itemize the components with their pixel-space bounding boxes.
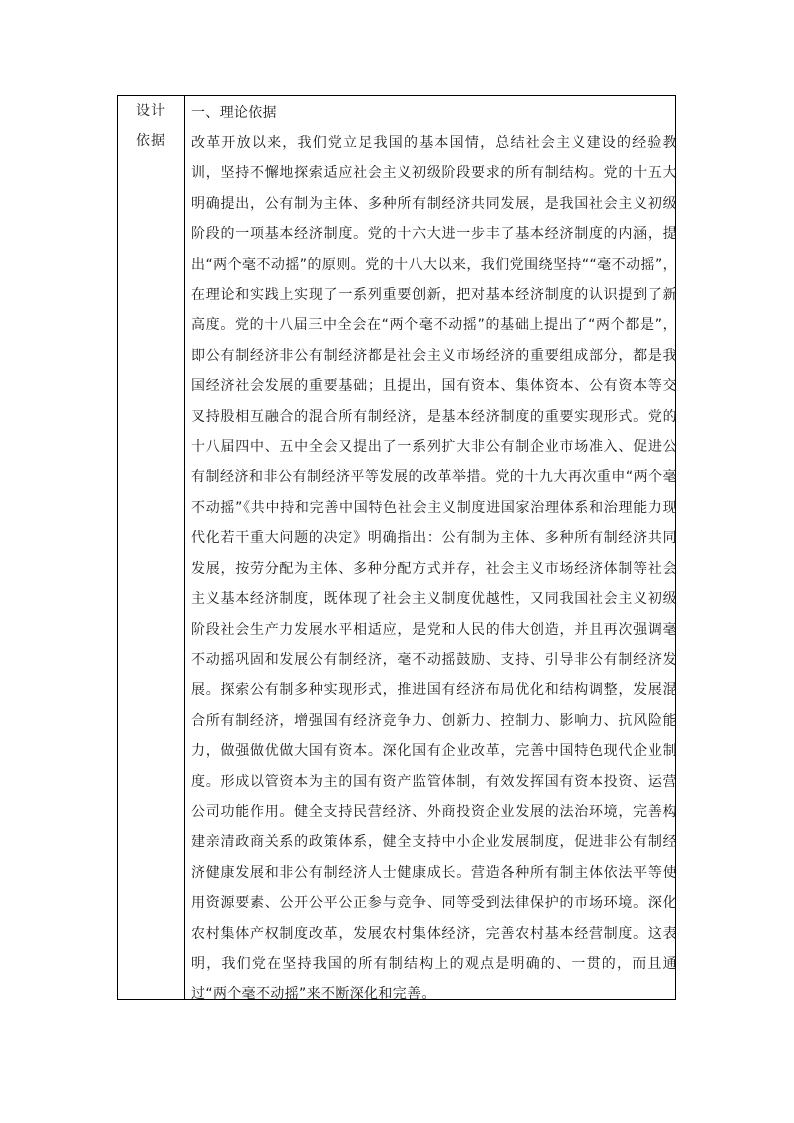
- column-divider: [184, 96, 185, 999]
- design-basis-table: [117, 95, 677, 1003]
- content-cell: [191, 98, 677, 1010]
- row-label-cell: [118, 96, 184, 156]
- row-label-line-2: 依据: [136, 133, 166, 149]
- body-paragraph: 改革开放以来，我们党立足我国的基本国情，总结社会主义建设的经验教训，坚持不懈地探索适应社会主义初级阶段要求的所有制结构。党的十五大明确提出，公有制为主体、多种所有制经济共同发展，是我国社会主义初级阶段的一项基本经济制度。党的十六大进一步丰了基本经济制度的内涵，提出“两个毫不动摇”的原则。党的十八大以来，我们党围绕坚持““毫不动摇”，在理论和实践上实现了一系列重要创新，把对基本经济制度的认识提到了新高度。党的十八届三中全会在“两个毫不动摇”的基础上提出了“两个都是”，即公有制经济非公有制经济都是社会主义市场经济的重要组成部分，都是我国经济社会发展的重要基础；且提出，国有资本、集体资本、公有资本等交叉持股相互融合的混合所有制经济，是基本经济制度的重要实现形式。党的十八届四中、五中全会又提出了一系列扩大非公有制企业市场准入、促进公有制经济和非公有制经济平等发展的改革举措。党的十九大再次重申“两个毫不动摇”《共中持和完善中国特色社会主义制度进国家治理体系和治理能力现代化若干重大问题的决定》明确指出：公有制为主体、多种所有制经济共同发展，按劳分配为主体、多种分配方式并存，社会主义市场经济体制等社会主义基本经济制度，既体现了社会主义制度优越性，又同我国社会主义初级阶段社会生产力发展水平相适应，是党和人民的伟大创造，并且再次强调毫不动摇巩固和发展公有制经济，毫不动摇鼓励、支持、引导非公有制经济发展。探索公有制多种实现形式，推进国有经济布局优化和结构调整，发展混合所有制经济，增强国有经济竞争力、创新力、控制力、影响力、抗风险能力，做强做优做大国有资本。深化国有企业改革，完善中国特色现代企业制度。形成以管资本为主的国有资产监管体制，有效发挥国有资本投资、运营公司功能作用。健全支持民营经济、外商投资企业发展的法治环境，完善构建亲清政商关系的政策体系，健全支持中小企业发展制度，促进非公有制经济健康发展和非公有制经济人士健康成长。营造各种所有制主体依法平等使用资源要素、公开公平公正参与竞争、同等受到法律保护的市场环境。深化农村集体产权制度改革，发展农村集体经济，完善农村基本经营制度。这表明，我们党在坚持我国的所有制结构上的观点是明确的、一贯的，而且通过“两个毫不动摇”来不断深化和完善。: [191, 135, 677, 1003]
- row-label-line-1: 设计: [136, 103, 166, 119]
- section-heading: 一、理论依据: [191, 105, 277, 121]
